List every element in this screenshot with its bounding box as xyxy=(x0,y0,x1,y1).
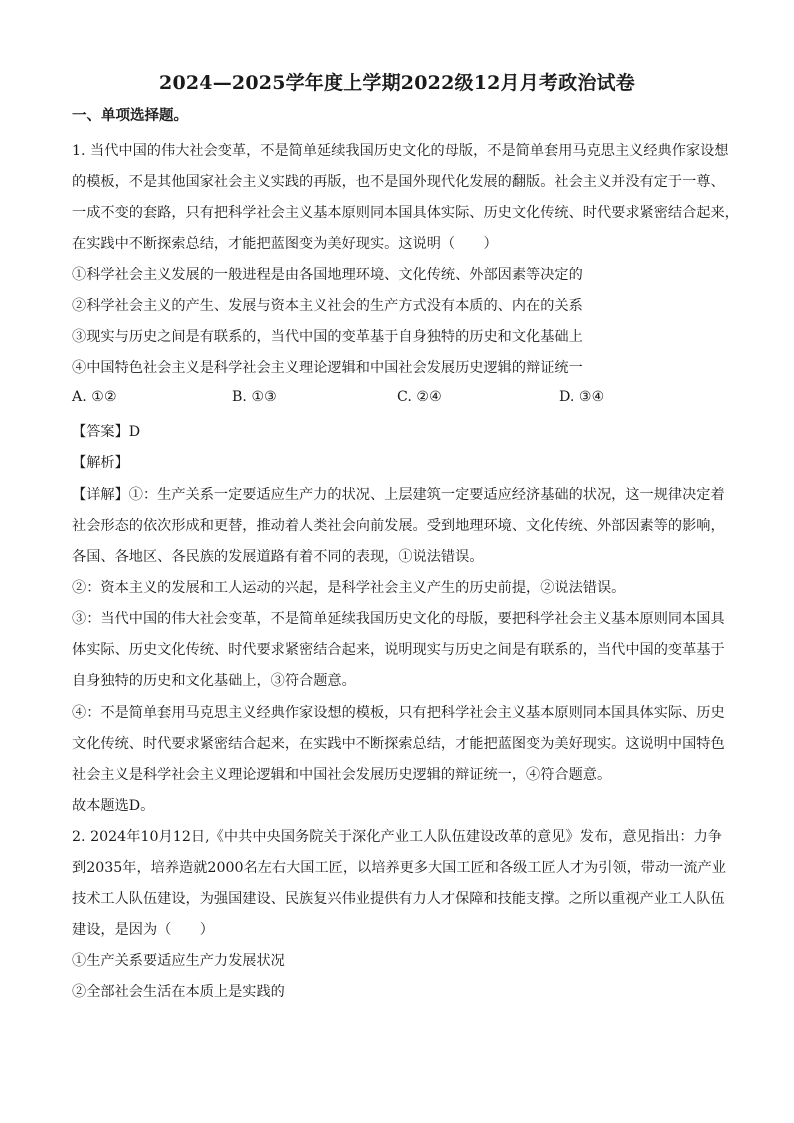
q1-stem-line: 在实践中不断探索总结，才能把蓝图变为美好现实。这说明（ ） xyxy=(72,236,498,252)
section-heading: 一、单项选择题。 xyxy=(72,107,188,124)
q1-stem-line: 1. 当代中国的伟大社会变革，不是简单延续我国历史文化的母版，不是简单套用马克思主义经典作家设想 xyxy=(72,143,729,159)
q1-statement: ③现实与历史之间是有联系的，当代中国的变革基于自身独特的历史和文化基础上 xyxy=(72,329,583,345)
q2-stem-line: 建设，是因为（ ） xyxy=(72,922,214,938)
q1-detail-line: 社会形态的依次形成和更替，推动着人类社会向前发展。受到地理环境、文化传统、外部因素等的影响， xyxy=(72,518,725,534)
q1-detail-line: 体实际、历史文化传统、时代要求紧密结合起来，说明现实与历史之间是有联系的，当代中国的变革基于 xyxy=(72,642,725,658)
q2-stem-line: 技术工人队伍建设，为强国建设、民族复兴伟业提供有力人才保障和技能支撑。之所以重视产业工人队伍 xyxy=(72,891,725,907)
q1-detail-line: 【详解】①：生产关系一定要适应生产力的状况、上层建筑一定要适应经济基础的状况，这一规律决定着 xyxy=(72,487,725,503)
q1-analysis-label: 【解析】 xyxy=(72,455,129,471)
q1-detail-line: ②：资本主义的发展和工人运动的兴起，是科学社会主义产生的历史前提，②说法错误。 xyxy=(72,580,626,596)
q1-conclusion: 故本题选D。 xyxy=(72,798,155,814)
q1-stem-line: 一成不变的套路，只有把科学社会主义基本原则同本国具体实际、历史文化传统、时代要求紧密结合起来， xyxy=(72,205,739,221)
q1-statement: ②科学社会主义的产生、发展与资本主义社会的生产方式没有本质的、内在的关系 xyxy=(72,298,583,314)
q1-statement: ①科学社会主义发展的一般进程是由各国地理环境、文化传统、外部因素等决定的 xyxy=(72,267,583,283)
q1-stem-line: 的模板，不是其他国家社会主义实践的再版，也不是国外现代化发展的翻版。社会主义并没有定于一尊、 xyxy=(72,174,725,190)
q1-answer: 【答案】D xyxy=(72,424,141,440)
q2-stem-line: 到2035年，培养造就2000名左右大国工匠，以培养更多大国工匠和各级工匠人才为引领，带动一流产业 xyxy=(72,860,726,876)
q1-detail-line: ③：当代中国的伟大社会变革，不是简单延续我国历史文化的母版，要把科学社会主义基本原则同本国具 xyxy=(72,611,725,627)
q1-detail-line: 社会主义是科学社会主义理论逻辑和中国社会发展历史逻辑的辩证统一，④符合题意。 xyxy=(72,767,612,783)
q1-detail-line: 自身独特的历史和文化基础上，③符合题意。 xyxy=(72,673,356,689)
q1-option-a: A. ①② xyxy=(72,389,117,405)
q1-option-b: B. ①③ xyxy=(232,389,277,405)
q2-statement: ①生产关系要适应生产力发展状况 xyxy=(72,953,285,969)
q1-detail-line: 各国、各地区、各民族的发展道路有着不同的表现，①说法错误。 xyxy=(72,549,484,565)
page-title: 2024—2025学年度上学期2022级12月月考政治试卷 xyxy=(159,72,635,94)
q1-statement: ④中国特色社会主义是科学社会主义理论逻辑和中国社会发展历史逻辑的辩证统一 xyxy=(72,360,583,376)
q2-stem-line: 2. 2024年10月12日,《中共中央国务院关于深化产业工人队伍建设改革的意见》发布，意见指出：力争 xyxy=(72,829,722,845)
q1-detail-line: 文化传统、时代要求紧密结合起来，在实践中不断探索总结，才能把蓝图变为美好现实。这说明中国特色 xyxy=(72,736,725,752)
q1-option-d: D. ③④ xyxy=(559,389,605,405)
q1-option-c: C. ②④ xyxy=(397,389,442,405)
q1-detail-line: ④：不是简单套用马克思主义经典作家设想的模板，只有把科学社会主义基本原则同本国具体实际、历史 xyxy=(72,705,725,721)
q2-statement: ②全部社会生活在本质上是实践的 xyxy=(72,984,285,1000)
